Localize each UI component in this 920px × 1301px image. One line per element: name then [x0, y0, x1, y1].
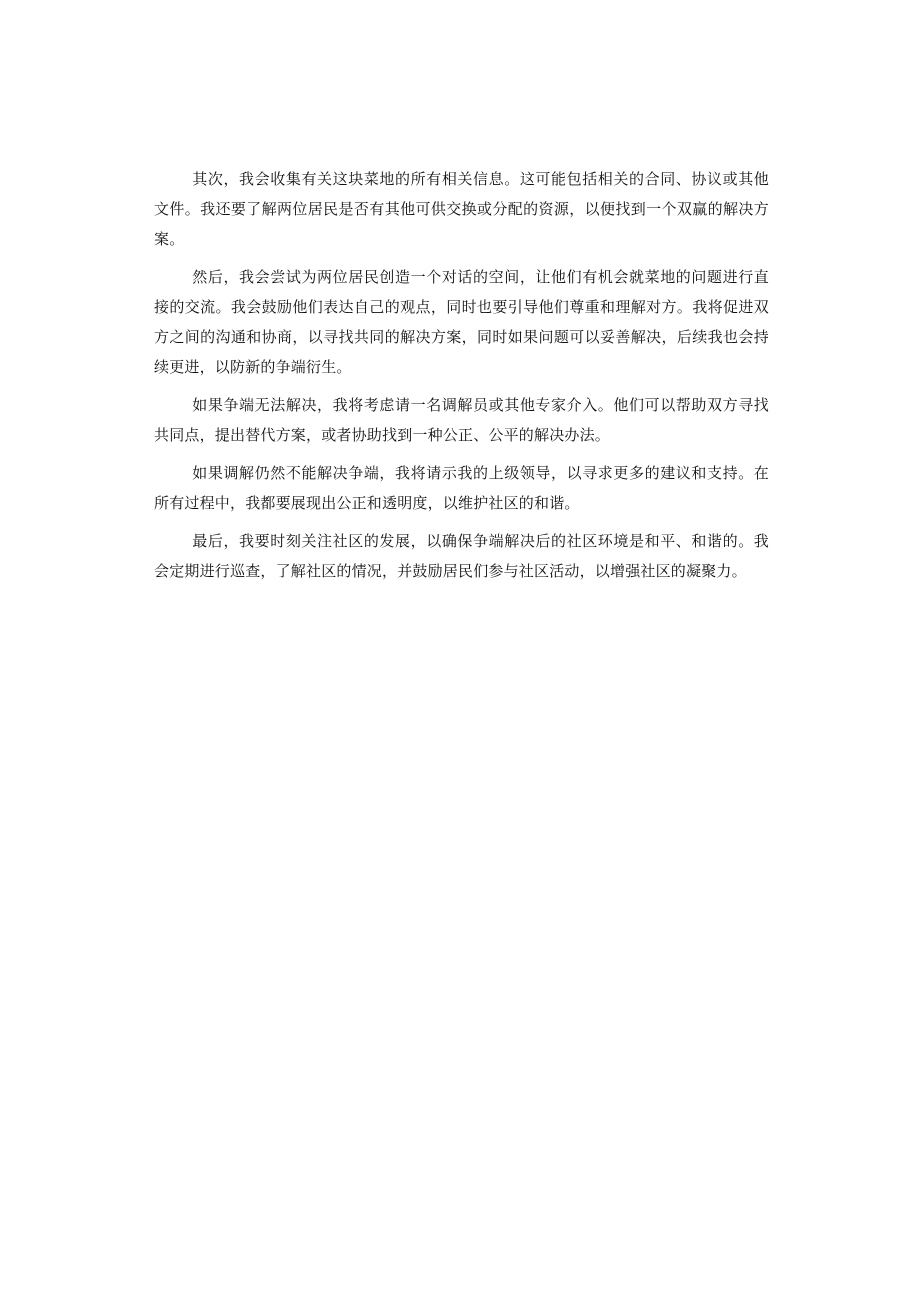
paragraph-3: 如果争端无法解决，我将考虑请一名调解员或其他专家介入。他们可以帮助双方寻找共同点，提出替代方案，或者协助找到一种公正、公平的解决办法。 — [154, 396, 769, 444]
paragraph-2: 然后，我会尝试为两位居民创造一个对话的空间，让他们有机会就菜地的问题进行直接的交流。我会鼓励他们表达自己的观点，同时也要引导他们尊重和理解对方。我将促进双方之间的沟通和协商，以寻找共同的解决方案，同时如果问题可以妥善解决，后续我也会持续更进，以防新的争端衍生。 — [154, 268, 769, 376]
paragraph-5: 最后，我要时刻关注社区的发展，以确保争端解决后的社区环境是和平、和谐的。我会定期进行巡查，了解社区的情况，并鼓励居民们参与社区活动，以增强社区的凝聚力。 — [154, 532, 769, 580]
paragraph-1: 其次，我会收集有关这块菜地的所有相关信息。这可能包括相关的合同、协议或其他文件。我还要了解两位居民是否有其他可供交换或分配的资源，以便找到一个双赢的解决方案。 — [154, 170, 769, 248]
paragraph-4: 如果调解仍然不能解决争端，我将请示我的上级领导，以寻求更多的建议和支持。在所有过程中，我都要展现出公正和透明度，以维护社区的和谐。 — [154, 464, 769, 512]
document-body — [154, 164, 769, 594]
